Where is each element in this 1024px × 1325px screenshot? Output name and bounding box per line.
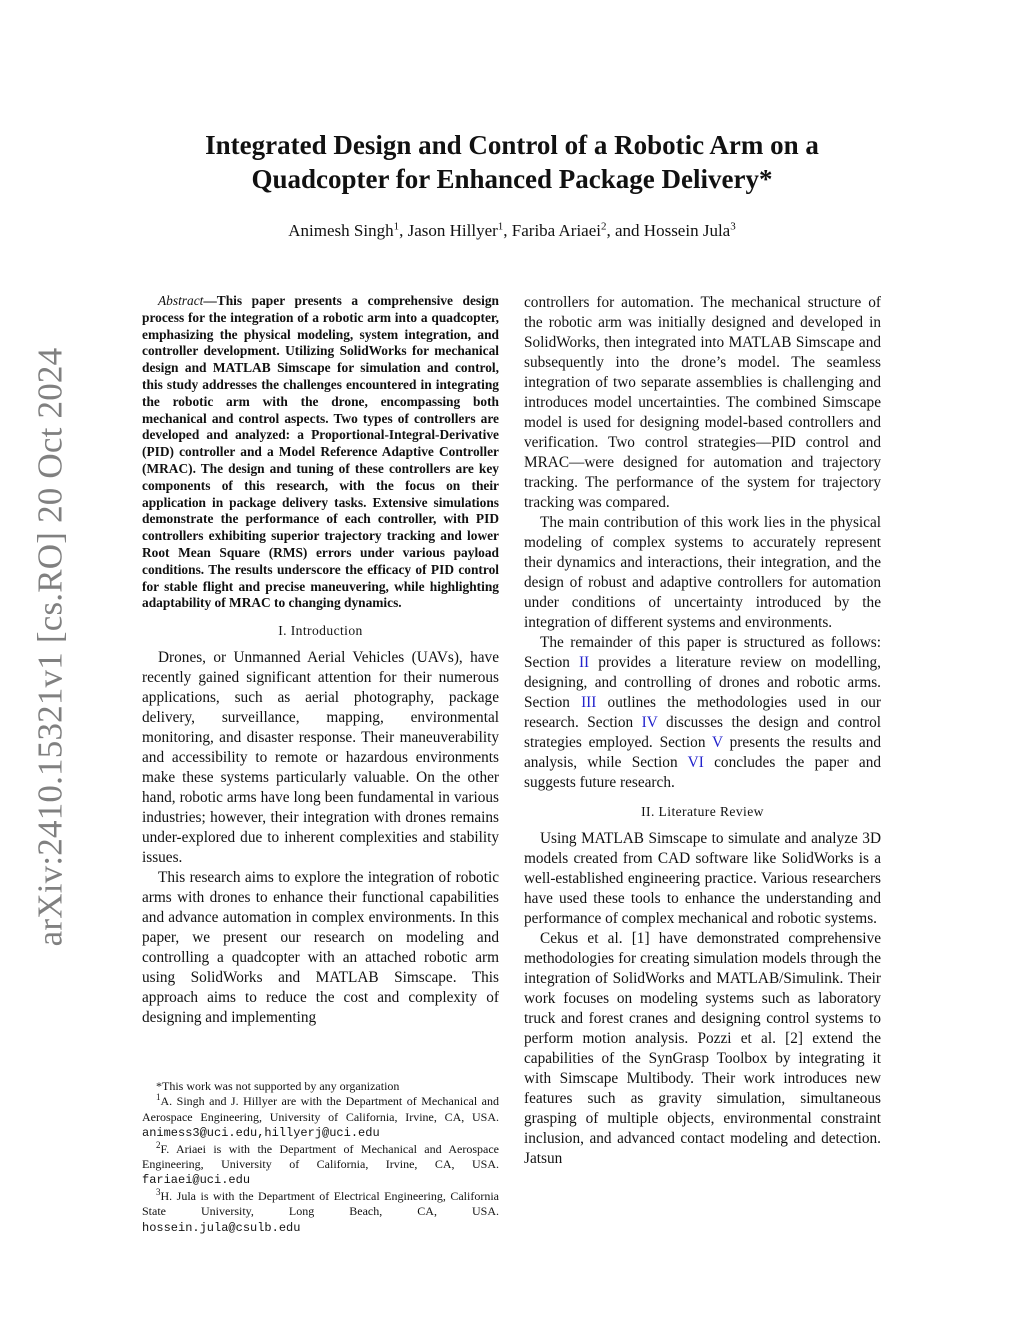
arxiv-identifier	[30, 347, 70, 947]
author-affiliation-mark: 1	[497, 220, 504, 233]
paragraph-text: outlines the methodologies used in our research. Section	[524, 694, 881, 731]
author-separator: , and	[606, 221, 644, 240]
body-paragraph: Cekus et al. [1] have demonstrated comprehensive methodologies for creating simulation models through the integration of SolidWorks and MATLAB/Simulink. Their work focuses on modeling systems such as laboratory truck and forest cranes and designing control systems to perform motion analysis. Pozzi et al. [2] extend the capabilities of the SynGrasp Toolbox by integrating it with Simscape Multibody. Their work introduces new features such as gravity simulation, simultaneous grasping of multiple objects, environmental constraint inclusion, and advanced contact modeling and detection. Jatsun	[524, 930, 881, 1167]
author-separator: ,	[503, 221, 512, 240]
author-affiliation-mark: 3	[730, 220, 736, 233]
footnote-text: H. Jula is with the Department of Electrical Engineering, California State University, Long Beach, CA, USA.	[142, 1188, 499, 1219]
abstract-dash: —	[203, 293, 217, 308]
arxiv-identifier-text: arXiv:2410.15321v1 [cs.RO] 20 Oct 2024	[30, 347, 70, 947]
footnote-mark: 1	[156, 1092, 161, 1103]
author-name: Animesh Singh	[288, 221, 394, 240]
abstract	[142, 293, 499, 612]
right-column	[524, 293, 881, 1169]
abstract-text: This paper presents a comprehensive design process for the integration of a robotic arm into a quadcopter, emphasizing the physical modeling, system integration, and controller development. Utilizing SolidWorks for mechanical design and MATLAB Simscape for simulation and control, this study addresses the challenges encountered in integrating the robotic arm with the drone, encompassing both mechanical and control aspects. Two types of controllers are developed and analyzed: a Proportional-Integral-Derivative (PID) controller and a Model Reference Adaptive Controller (MRAC). The design and tuning of these controllers are key components of this research, with the focus on their application in package delivery tasks. Extensive simulations demonstrate the performance of each controller, with PID controllers exhibiting superior trajectory tracking and lower Root Mean Square (RMS) errors under various payload conditions. The results underscore the efficacy of PID control for stable flight and precise maneuvering, while highlighting adaptability of MRAC to changing dynamics.	[142, 293, 499, 611]
footnote-email: animess3@uci.edu,hillyerj@uci.edu	[142, 1126, 380, 1141]
body-paragraph-continued: controllers for automation. The mechanical structure of the robotic arm was initially designed and developed in SolidWorks, then integrated into MATLAB Simscape and subsequently into the drone’s model. The seamless integration of two separate assemblies is challenging and introduces model uncertainties. The combined Simscape model is used for designing model-based controllers and verification. Two control strategies—PID control and MRAC—were designed for automation and trajectory tracking. The performance of the system for trajectory tracking was compared.	[524, 294, 881, 511]
body-paragraph: The main contribution of this work lies in the physical modeling of complex systems to accurately represent their dynamics and interactions, their integration, and the design of robust and adaptive controllers for automation under conditions of uncertainty introduced by the integration of different systems and environments.	[524, 514, 881, 631]
footnote-email: fariaei@uci.edu	[142, 1173, 251, 1188]
left-column	[142, 293, 499, 1028]
footnote-text: F. Ariaei is with the Department of Mechanical and Aerospace Engineering, University of California, Irvine, CA, USA.	[142, 1141, 499, 1172]
footnote-mark: 3	[156, 1186, 161, 1197]
section-link-v[interactable]: V	[712, 734, 723, 751]
footnote-affiliation-2	[142, 1139, 499, 1189]
section-link-vi[interactable]: VI	[687, 754, 704, 771]
author-affiliation-mark: 2	[601, 220, 607, 233]
footnotes	[142, 1079, 499, 1236]
body-paragraph-structure	[524, 633, 881, 793]
author-name: Fariba Ariaei	[511, 221, 601, 240]
paragraph-text: provides a literature review on modelling, designing, and controlling of drones and robotic arms. Section	[524, 654, 881, 711]
body-paragraph: Using MATLAB Simscape to simulate and analyze 3D models created from CAD software like SolidWorks is a well-established engineering practice. Various researchers have used these tools to enhance the understanding and performance of complex mechanical and robotic systems.	[524, 830, 881, 927]
footnote-mark: 2	[156, 1139, 161, 1150]
section-link-iv[interactable]: IV	[641, 714, 658, 731]
section-link-ii[interactable]: II	[578, 654, 590, 671]
paper-title	[150, 128, 874, 196]
title-line-2: Quadcopter for Enhanced Package Delivery*	[251, 164, 773, 194]
footnote-affiliation-3	[142, 1186, 499, 1236]
section-link-iii[interactable]: III	[581, 694, 597, 711]
paragraph-text: concludes the paper and suggests future research.	[524, 754, 881, 791]
author-name: Jason Hillyer	[407, 221, 498, 240]
body-paragraph: Drones, or Unmanned Aerial Vehicles (UAVs), have recently gained significant attention for their numerous applications, such as aerial photography, package delivery, surveillance, mapping, environmental monitoring, and disaster response. Their maneuverability and accessibility to remote or hazardous environments make these systems particularly valuable. On the other hand, robotic arms have long been fundamental in various industries; however, their integration with drones remains under-explored due to inherent complexities and stability issues.	[142, 649, 499, 867]
footnote-text: A. Singh and J. Hillyer are with the Department of Mechanical and Aerospace Engineering, University of California, Irvine, CA, USA.	[142, 1094, 499, 1124]
author-name: Hossein Jula	[643, 221, 731, 240]
body-paragraph: This research aims to explore the integration of robotic arms with drones to enhance their functional capabilities and advance automation in complex environments. In this paper, we present our research on modeling and controlling a quadcopter with an attached robotic arm using SolidWorks and MATLAB Simscape. This approach aims to reduce the cost and complexity of designing and implementing	[142, 869, 499, 1027]
author-affiliation-mark: 1	[393, 220, 400, 233]
footnote-email: hossein.jula@csulb.edu	[142, 1220, 301, 1235]
section-heading-literature-review: II. Literature Review	[641, 804, 764, 819]
abstract-label: Abstract	[158, 293, 204, 308]
paragraph-text: discusses the design and control strategies employed. Section	[524, 714, 881, 751]
paragraph-text: The remainder of this paper is structured as follows: Section	[524, 634, 881, 671]
author-list	[150, 221, 874, 241]
paragraph-text: presents the results and analysis, while Section	[524, 734, 881, 771]
section-heading-introduction: I. Introduction	[278, 623, 363, 639]
footnote-affiliation-1	[142, 1094, 499, 1141]
title-line-1: Integrated Design and Control of a Robotic Arm on a	[205, 130, 819, 160]
author-separator: ,	[399, 221, 408, 240]
footnote-funding: *This work was not supported by any organization	[156, 1079, 400, 1093]
